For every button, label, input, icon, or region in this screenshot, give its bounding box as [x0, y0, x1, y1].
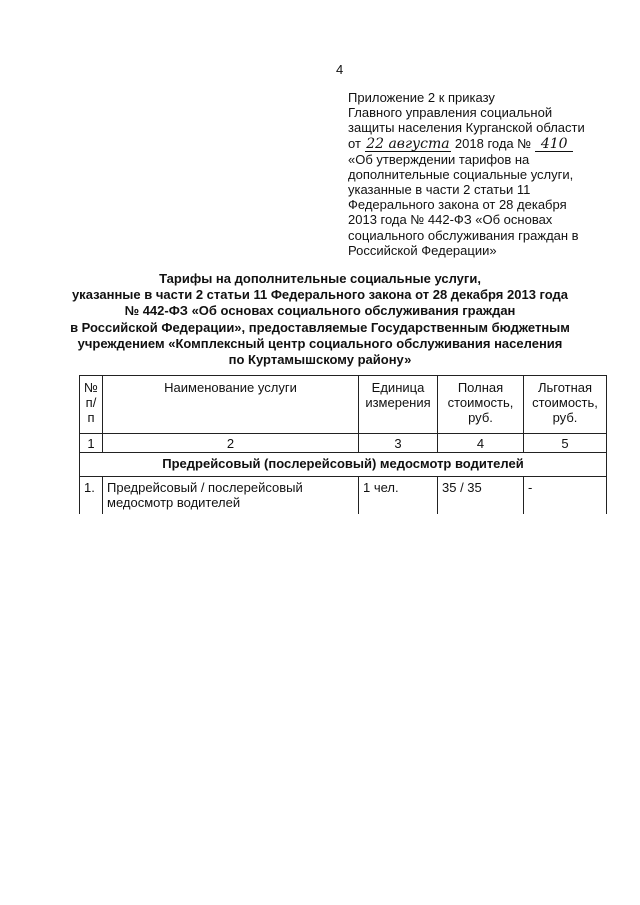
row-preferential-price: -: [524, 477, 607, 515]
header-full-price: Полная стоимость, руб.: [438, 376, 524, 434]
appendix-line: 2013 года № 442-ФЗ «Об основах: [348, 212, 553, 228]
appendix-line: Российской Федерации»: [348, 242, 497, 258]
header-preferential-price: Льготная стоимость, руб.: [524, 376, 607, 434]
table-header-row: [80, 376, 607, 434]
row-unit: 1 чел.: [359, 477, 438, 515]
date-prefix: от: [348, 135, 361, 151]
appendix-order-line: [348, 136, 618, 152]
title-line: в Российской Федерации», предоставляемые Государственным бюджетным: [70, 319, 570, 335]
appendix-line: «Об утверждении тарифов на: [348, 151, 530, 167]
column-number: 4: [438, 434, 524, 453]
order-year: 2018 года №: [454, 135, 532, 151]
column-number: 5: [524, 434, 607, 453]
appendix-line: социального обслуживания граждан в: [348, 227, 579, 243]
header-num: № п/п: [80, 376, 103, 434]
appendix-line: Главного управления социальной: [348, 105, 553, 121]
appendix-line: защиты населения Курганской области: [348, 120, 585, 136]
document-title: [60, 271, 580, 368]
appendix-line: Федерального закона от 28 декабря: [348, 197, 567, 213]
appendix-line: указанные в части 2 статьи 11: [348, 182, 531, 198]
row-num: 1.: [80, 477, 103, 515]
section-row: [80, 453, 607, 477]
header-service-name: Наименование услуги: [103, 376, 359, 434]
row-service-name: Предрейсовый / послерейсовый медосмотр водителей: [103, 477, 359, 515]
appendix-block: [348, 90, 618, 258]
title-line: указанные в части 2 статьи 11 Федерального закона от 28 декабря 2013 года: [71, 287, 569, 303]
title-line: по Куртамышскому району»: [228, 352, 412, 368]
table-row: [80, 477, 607, 515]
row-full-price: 35 / 35: [438, 477, 524, 515]
column-number: 2: [103, 434, 359, 453]
handwritten-date: 22 августа: [366, 135, 450, 152]
title-line: учреждением «Комплексный центр социального обслуживания населения: [77, 335, 563, 351]
tariff-table: [79, 375, 607, 514]
appendix-line: дополнительные социальные услуги,: [348, 166, 574, 182]
title-line: Тарифы на дополнительные социальные услуги,: [159, 271, 481, 286]
column-number: 3: [359, 434, 438, 453]
handwritten-order-number: 410: [535, 137, 573, 152]
header-unit: Единица измерения: [359, 376, 438, 434]
page-number: 4: [336, 62, 344, 77]
appendix-line: Приложение 2 к приказу: [348, 90, 495, 105]
title-line: № 442-ФЗ «Об основах социального обслуживания граждан: [124, 303, 516, 319]
section-title: Предрейсовый (послерейсовый) медосмотр водителей: [80, 453, 607, 477]
column-number: 1: [80, 434, 103, 453]
column-number-row: [80, 434, 607, 453]
